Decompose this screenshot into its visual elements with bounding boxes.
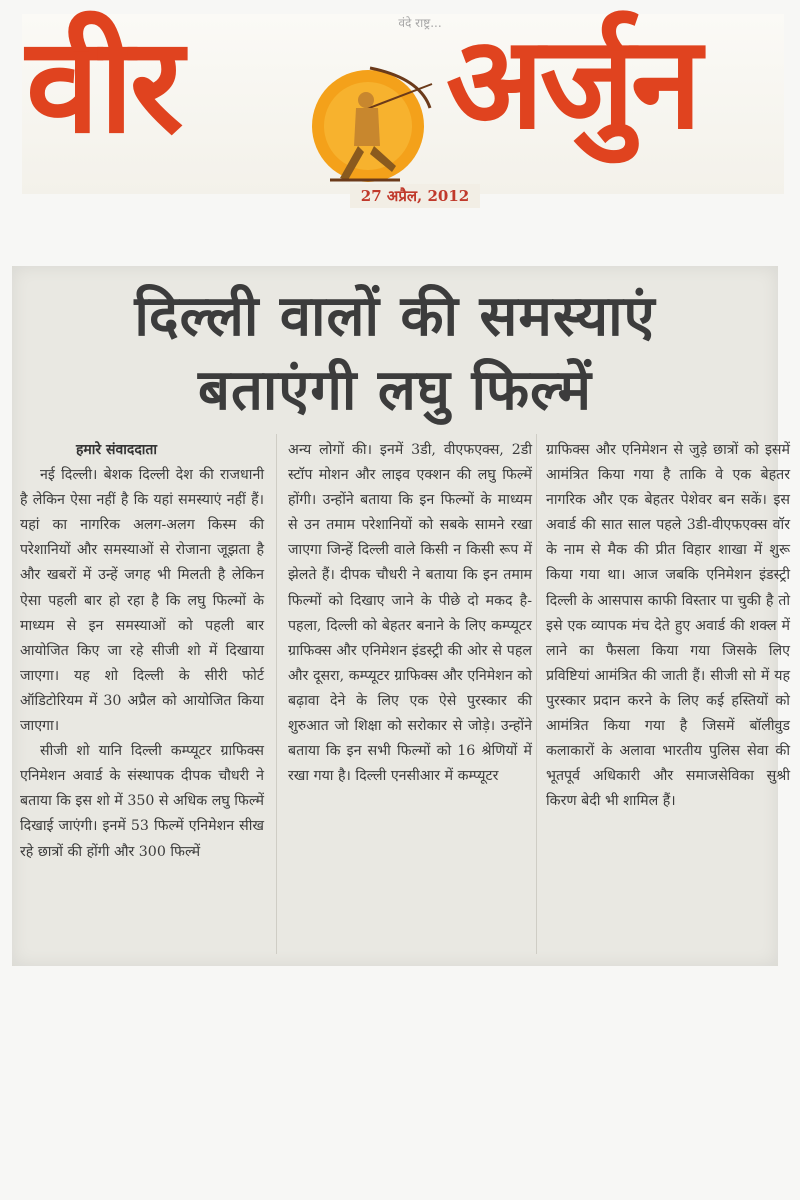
headline-line-1: दिल्ली वालों की समस्याएं <box>134 284 656 349</box>
paragraph: ग्राफिक्स और एनिमेशन से जुड़े छात्रों को इसमें आमंत्रित किया गया है ताकि वे एक बेहतर नागरिक और एक बेहतर पेशेवर बन सकें। इस अवार्ड की सात साल पहले 3डी-वीएफएक्स वॉर के नाम से मैक की प्रीत विहार शाखा में शुरू किया गया था। आज जबकि एनिमेशन इंडस्ट्री दिल्ली के आसपास काफी विस्तार पा चुकी है तो इसे एक व्यापक मंच देते हुए अवार्ड की शक्ल में लाने का फैसला किया गया जिसके लिए प्रविष्टियां आमंत्रित की जाती हैं। सीजी सो में यह पुरस्कार प्रदान करने के लिए कई हस्तियों को आमंत्रित किया गया है जिसमें बॉलीवुड कलाकारों के अलावा भारतीय पुलिस सेवा की भूतपूर्व अधिकारी और समाजसेविका सुश्री किरण बेदी भी शामिल हैं। <box>546 442 790 810</box>
newspaper-clipping <box>12 266 790 966</box>
masthead <box>22 9 784 194</box>
paragraph: सीजी शो यानि दिल्ली कम्प्यूटर ग्राफिक्स एनिमेशन अवार्ड के संस्थापक दीपक चौधरी ने बताया कि इस शो में 350 से अधिक लघु फिल्में दिखाई जाएंगी। इनमें 53 फिल्में एनिमेशन सीख रहे छात्रों की होंगी और 300 फिल्में <box>20 743 264 860</box>
publication-date: 27 अप्रैल, 2012 <box>350 184 480 208</box>
headline-line-2: बताएंगी लघु फिल्में <box>198 358 592 423</box>
paragraph: अन्य लोगों की। इनमें 3डी, वीएफएक्स, 2डी स्टॉप मोशन और लाइव एक्शन की लघु फिल्में होंगी। उन्होंने बताया कि इन फिल्मों के माध्यम से उन तमाम परेशानियों को सबके सामने रखा जाएगा जिन्हें दिल्ली वाले किसी न किसी रूप में झेलते हैं। दीपक चौधरी ने बताया कि इन तमाम फिल्मों को दिखाए जाने के पीछे दो मकद है-पहला, दिल्ली को बेहतर बनाने के लिए कम्प्यूटर ग्राफिक्स और एनिमेशन इंडस्ट्री की ओर से पहल और दूसरा, कम्प्यूटर ग्राफिक्स और एनिमेशन को बढ़ावा देने के लिए एक ऐसे पुरस्कार की शुरुआत जो शिक्षा को सरोकार से जोड़े। उन्होंने बताया कि इन सभी फिल्मों को 16 श्रेणियों में रखा गया है। दिल्ली एनसीआर में कम्प्यूटर <box>288 442 532 785</box>
article-column-3 <box>546 438 790 814</box>
article-column-1 <box>20 438 264 865</box>
masthead-tagline: वंदे राष्ट्र... <box>398 16 442 30</box>
byline: हमारे संवाददाता <box>76 442 158 458</box>
article-column-2 <box>288 438 532 789</box>
masthead-title-left: वीर <box>26 9 180 163</box>
column-divider <box>536 434 537 954</box>
masthead-title-right: अर्जुन <box>446 9 698 158</box>
column-divider <box>276 434 277 954</box>
archer-sun-logo-icon <box>300 48 450 198</box>
paragraph: नई दिल्ली। बेशक दिल्ली देश की राजधानी है लेकिन ऐसा नहीं है कि यहां समस्याएं नहीं हैं। यहां का नागरिक अलग-अलग किस्म की परेशानियों और समस्याओं से रोजाना जूझता है और खबरों में उन्हें जगह भी मिलती है लेकिन ऐसा पहली बार हो रहा है कि लघु फिल्मों के माध्यम से इन समस्याओं को पहली बार आयोजित किए जा रहे सीजी शो में दिखाया जाएगा। यह शो दिल्ली के सीरी फोर्ट ऑडिटोरियम में 30 अप्रैल को आयोजित किया जाएगा। <box>20 467 264 735</box>
